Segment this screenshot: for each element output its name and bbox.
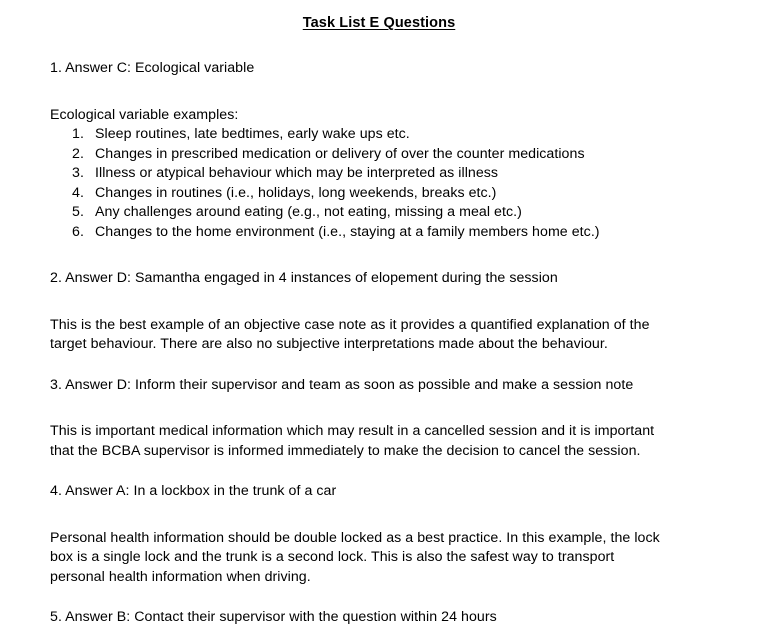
spacer xyxy=(50,587,670,608)
list-item-label: Illness or atypical behaviour which may be interpreted as illness xyxy=(95,165,499,182)
question-4-explanation: Personal health information should be double locked as a best practice. In this example, the lock box is a single lock and the trunk is a second lock. This is also the safest way to transport personal health information when driving. xyxy=(50,529,660,585)
list-item xyxy=(50,145,670,165)
spacer xyxy=(50,242,670,269)
question-5-answer: 5. Answer B: Contact their supervisor with the question within 24 hours xyxy=(50,609,497,626)
list-item-number: 4. xyxy=(72,184,84,201)
question-1-answer: 1. Answer C: Ecological variable xyxy=(50,60,255,77)
list-item-label: Changes in routines (i.e., holidays, long weekends, breaks etc.) xyxy=(95,184,497,201)
spacer xyxy=(50,32,670,59)
list-item-number: 2. xyxy=(72,145,84,162)
ecological-variable-list xyxy=(50,125,670,242)
spacer xyxy=(50,395,670,422)
spacer xyxy=(50,461,670,482)
list-item xyxy=(50,164,670,184)
list-item xyxy=(50,184,670,204)
question-2-explanation: This is the best example of an objective case note as it provides a quantified explanation of the target behaviour. There are also no subjective interpretations made about the behaviour. xyxy=(50,316,650,353)
document-body xyxy=(0,32,758,628)
question-4-answer: 4. Answer A: In a lockbox in the trunk of a car xyxy=(50,483,337,500)
spacer xyxy=(50,502,670,529)
list-item-number: 6. xyxy=(72,223,84,240)
spacer xyxy=(50,355,670,376)
page-title: Task List E Questions xyxy=(302,15,456,31)
list-item-number: 5. xyxy=(72,204,84,221)
list-item xyxy=(50,125,670,145)
list-item-label: Changes to the home environment (i.e., staying at a family members home etc.) xyxy=(95,223,600,240)
list-item-number: 1. xyxy=(72,126,84,143)
spacer xyxy=(50,289,670,316)
question-3-answer: 3. Answer D: Inform their supervisor and team as soon as possible and make a session note xyxy=(50,376,634,393)
spacer xyxy=(50,79,670,106)
question-3-explanation: This is important medical information which may result in a cancelled session and it is important that the BCBA supervisor is informed immediately to make the decision to cancel the session. xyxy=(50,423,655,459)
question-2-answer: 2. Answer D: Samantha engaged in 4 instances of elopement during the session xyxy=(50,270,558,287)
list-item-label: Sleep routines, late bedtimes, early wake ups etc. xyxy=(95,126,410,143)
ecological-variable-examples-heading: Ecological variable examples: xyxy=(50,106,239,123)
list-item-number: 3. xyxy=(72,165,84,182)
list-item-label: Any challenges around eating (e.g., not eating, missing a meal etc.) xyxy=(95,204,522,221)
list-item-label: Changes in prescribed medication or delivery of over the counter medications xyxy=(95,145,585,162)
list-item xyxy=(50,223,670,243)
list-item xyxy=(50,203,670,223)
